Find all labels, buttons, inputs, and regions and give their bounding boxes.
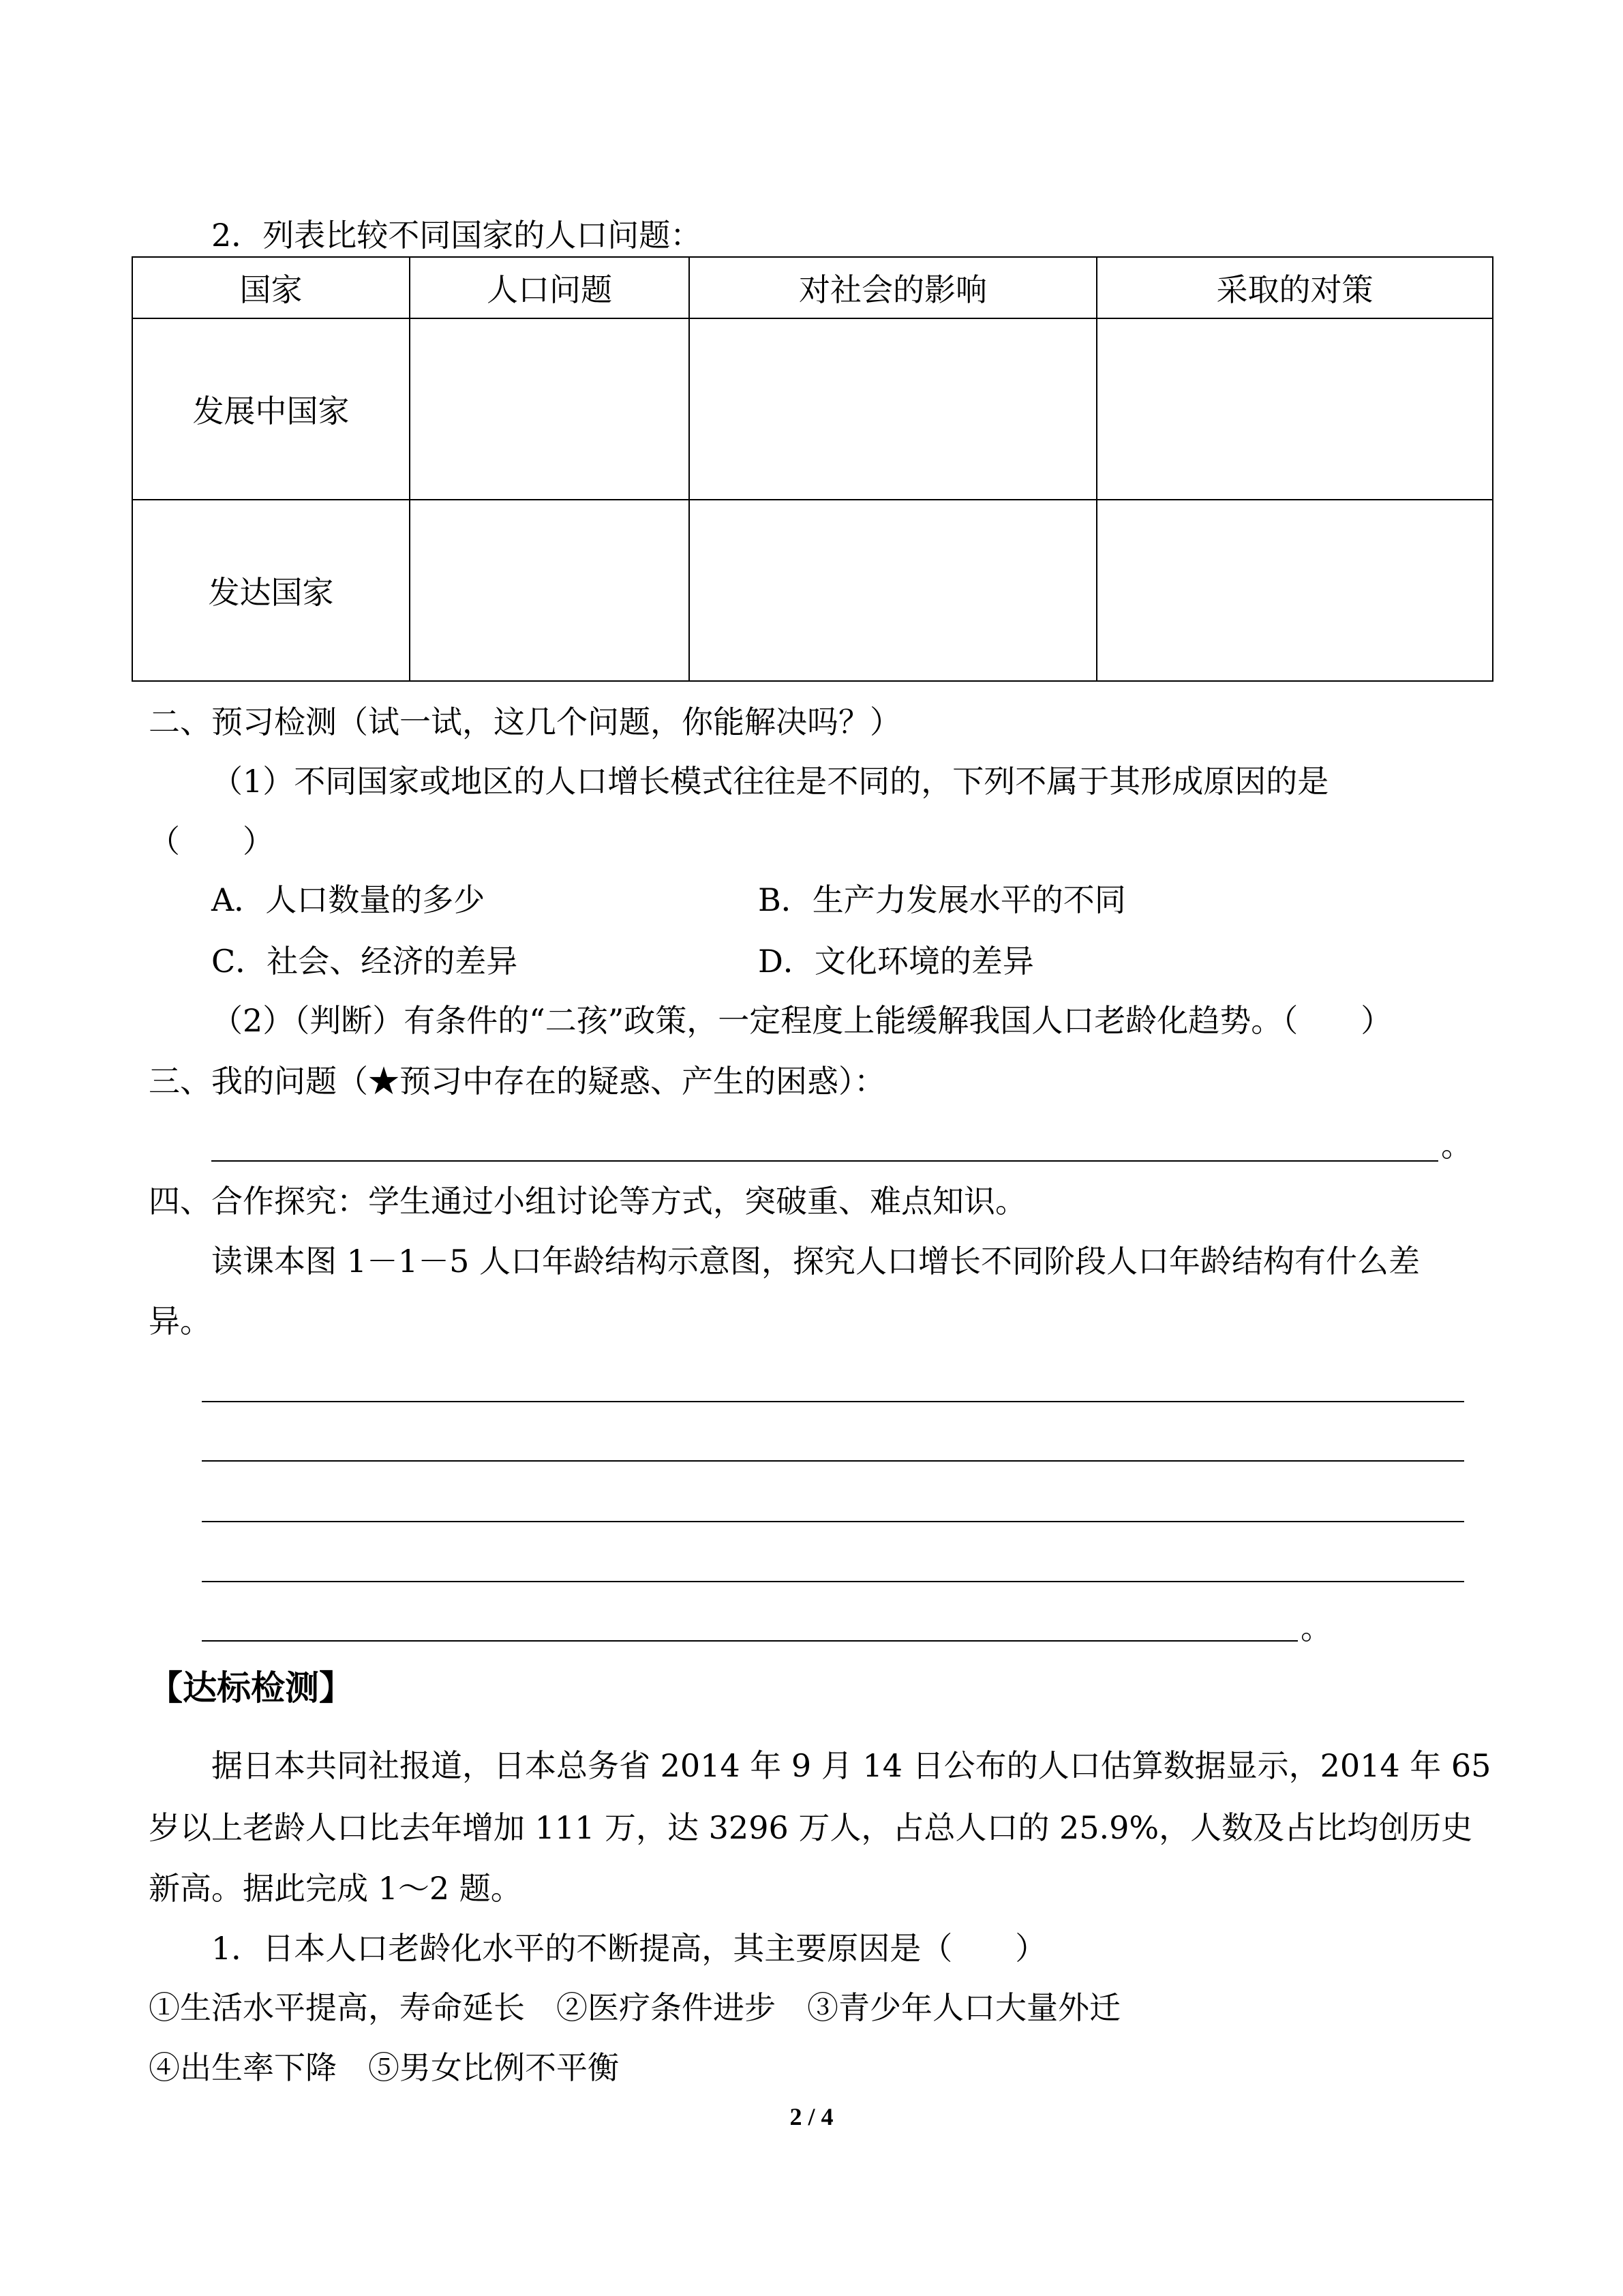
page-number: 2 / 4 xyxy=(789,2103,834,2130)
end-mark: 。 xyxy=(1301,1610,1332,1646)
question-text: （2）（判断）有条件的“二孩”政策，一定程度上能缓解我国人口老龄化趋势。（ ） xyxy=(211,1002,1393,1039)
table-cell-blank xyxy=(1097,318,1493,500)
prompt-text: 读课本图 1－1－5 人口年龄结构示意图，探究人口增长不同阶段人口年龄结构有什么差 xyxy=(211,1243,1421,1280)
option-c: C．社会、经济的差异 xyxy=(211,943,518,980)
table-header-cell: 国家 xyxy=(132,257,410,318)
table-cell-blank xyxy=(689,318,1097,500)
comparison-table xyxy=(132,256,1493,682)
answer-line xyxy=(202,1521,1464,1522)
question-text: 1．日本人口老龄化水平的不断提高，其主要原因是（ ） xyxy=(211,1930,1047,1967)
table-row xyxy=(132,500,1493,681)
table-cell-country: 发展中国家 xyxy=(132,318,410,500)
table-cell-blank xyxy=(410,318,689,500)
table-row xyxy=(132,318,1493,500)
section-heading: 三、我的问题（★预习中存在的疑惑、产生的困惑）： xyxy=(149,1063,885,1100)
prompt-text: 异。 xyxy=(149,1303,211,1340)
end-mark: 。 xyxy=(1441,1127,1472,1164)
options-line: ④出生率下降 ⑤男女比例不平衡 xyxy=(149,2049,619,2086)
answer-line xyxy=(202,1581,1464,1582)
option-b: B．生产力发展水平的不同 xyxy=(758,881,1126,918)
table-header-row xyxy=(132,257,1493,318)
answer-bracket: （ ） xyxy=(149,823,274,860)
section-heading: 二、预习检测（试一试，这几个问题，你能解决吗？） xyxy=(149,704,901,740)
table-cell-blank xyxy=(410,500,689,681)
assessment-title: 【达标检测】 xyxy=(149,1667,353,1708)
answer-line xyxy=(202,1640,1298,1642)
answer-line xyxy=(211,1160,1438,1162)
question-text: （1）不同国家或地区的人口增长模式往往是不同的，下列不属于其形成原因的是 xyxy=(211,763,1329,800)
section-heading: 四、合作探究：学生通过小组讨论等方式，突破重、难点知识。 xyxy=(149,1183,1027,1220)
option-a: A．人口数量的多少 xyxy=(211,881,485,918)
table-header-cell: 人口问题 xyxy=(410,257,689,318)
paragraph-line: 据日本共同社报道，日本总务省 2014 年 9 月 14 日公布的人口估算数据显示，2014 年 65 xyxy=(211,1747,1491,1784)
table-cell-country: 发达国家 xyxy=(132,500,410,681)
paragraph-line: 新高。据此完成 1～2 题。 xyxy=(149,1870,522,1907)
table-caption: 2．列表比较不同国家的人口问题： xyxy=(211,217,702,254)
answer-line xyxy=(202,1460,1464,1462)
table-cell-blank xyxy=(689,500,1097,681)
table-header-cell: 采取的对策 xyxy=(1097,257,1493,318)
options-line: ①生活水平提高，寿命延长 ②医疗条件进步 ③青少年人口大量外迁 xyxy=(149,1989,1121,2026)
option-d: D．文化环境的差异 xyxy=(758,943,1034,980)
table-header-cell: 对社会的影响 xyxy=(689,257,1097,318)
answer-line xyxy=(202,1401,1464,1402)
paragraph-line: 岁以上老龄人口比去年增加 111 万，达 3296 万人，占总人口的 25.9%，人数及占比均创历史 xyxy=(149,1809,1473,1846)
table-cell-blank xyxy=(1097,500,1493,681)
